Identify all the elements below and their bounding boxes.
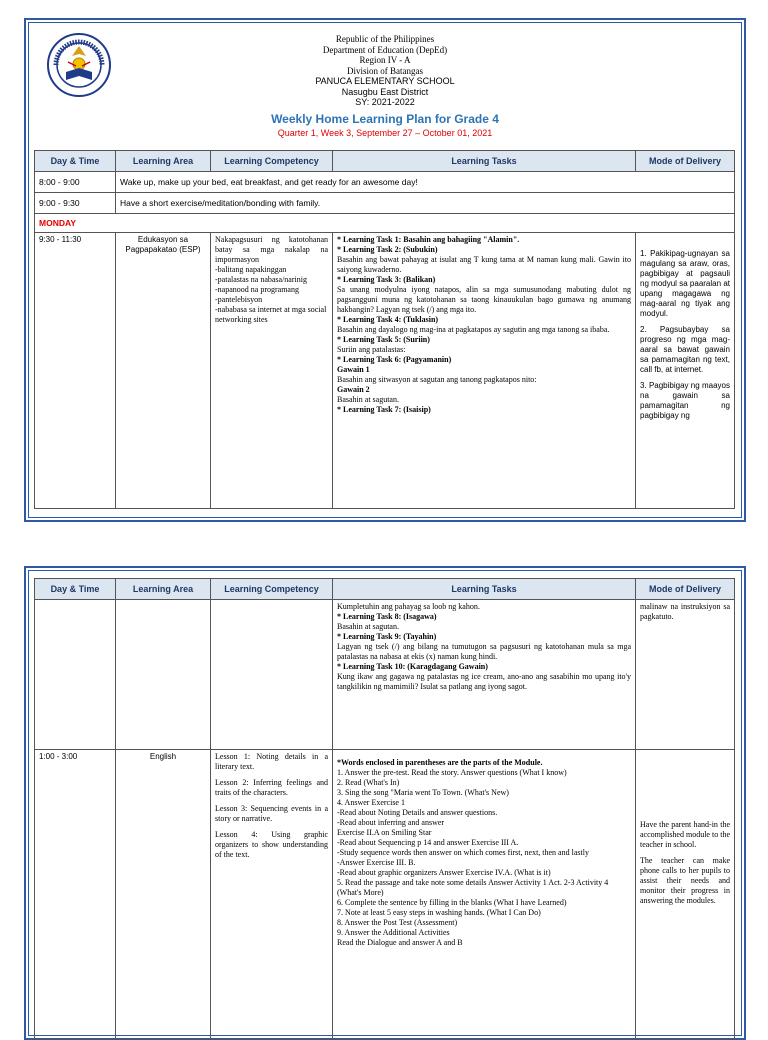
activity-cell: Have a short exercise/meditation/bonding with family. bbox=[116, 193, 735, 214]
mode-text: Have the parent hand-in the accomplished module to the teacher in school. bbox=[640, 820, 730, 849]
task-text: 7. Note at least 5 easy steps in washing hands. (What I Can Do) bbox=[337, 908, 541, 917]
task-text: Kumpletuhin ang pahayag sa loob ng kahon. bbox=[337, 602, 480, 611]
table-header-row bbox=[35, 151, 735, 172]
page-title: Weekly Home Learning Plan for Grade 4 bbox=[271, 111, 499, 126]
task-text: 3. Sing the song "Maria went To Town. (What's New) bbox=[337, 788, 509, 797]
table-row bbox=[35, 172, 735, 193]
column-header: Day & Time bbox=[35, 579, 116, 600]
task-text: 6. Complete the sentence by filling in the blanks (What I have Learned) bbox=[337, 898, 567, 907]
column-header: Learning Tasks bbox=[333, 151, 636, 172]
mode-text: malinaw na instruksiyon sa pagkatuto. bbox=[640, 602, 730, 621]
task-text: Suriin ang patalastas: bbox=[337, 345, 406, 354]
mode-text: The teacher can make phone calls to her pupils to assist their needs and monitor their progress in answering the modules. bbox=[640, 856, 730, 905]
mode-text: 1. Pakikipag-ugnayan sa magulang sa araw, oras, pagbibigay at pagsauli ng modyul sa paaralan at upang magagawa ng mag-aaral ng tiyak ang modyul. bbox=[640, 249, 730, 318]
competency-line: Lesson 3: Sequencing events in a story or narrative. bbox=[215, 804, 328, 823]
time-cell: 9:30 - 11:30 bbox=[35, 233, 116, 509]
competency-line: -nababasa sa internet at mga social networking sites bbox=[215, 305, 327, 324]
task-text: -Read about graphic organizers Answer Exercise IV.A. (What is it) bbox=[337, 868, 551, 877]
learning-area-cell bbox=[116, 600, 211, 750]
table-row bbox=[35, 600, 735, 750]
time-cell: 1:00 - 3:00 bbox=[35, 750, 116, 1040]
task-heading: * Learning Task 2: (Subukin) bbox=[337, 245, 438, 254]
task-heading: * Learning Task 4: (Tuklasin) bbox=[337, 315, 439, 324]
task-text: 9. Answer the Additional Activities bbox=[337, 928, 450, 937]
time-cell: 8:00 - 9:00 bbox=[35, 172, 116, 193]
competency-line: -patalastas na nabasa/narinig bbox=[215, 275, 307, 284]
task-text: Basahin at sagutan. bbox=[337, 395, 399, 404]
task-text: Exercise II.A on Smiling Star bbox=[337, 828, 432, 837]
mode-cell bbox=[636, 750, 735, 1040]
task-text: -Read about Sequencing p 14 and answer Exercise III A. bbox=[337, 838, 519, 847]
task-heading: * Learning Task 10: (Karagdagang Gawain) bbox=[337, 662, 488, 671]
task-text: 1. Answer the pre-test. Read the story. Answer questions (What I know) bbox=[337, 768, 567, 777]
header-district: Nasugbu East District bbox=[341, 86, 429, 97]
competency-line: -pantelebisyon bbox=[215, 295, 263, 304]
mode-cell bbox=[636, 233, 735, 509]
task-text: -Answer Exercise III. B. bbox=[337, 858, 416, 867]
learning-area-cell: Edukasyon sa Pagpapakatao (ESP) bbox=[116, 233, 211, 509]
column-header: Learning Area bbox=[116, 579, 211, 600]
task-text: -Study sequence words then answer on which comes first, next, then and lastly bbox=[337, 848, 589, 857]
task-text: Basahin ang bawat pahayag at isulat ang T kung tama at M naman kung mali. Gawin ito saiyong kuwaderno. bbox=[337, 255, 631, 274]
task-heading: * Learning Task 8: (Isagawa) bbox=[337, 612, 437, 621]
header-department: Department of Education (DepEd) bbox=[322, 44, 448, 55]
competency-cell bbox=[211, 750, 333, 1040]
task-text: Read the Dialogue and answer A and B bbox=[337, 938, 463, 947]
mode-text: 2. Pagsubaybay sa progreso ng mga mag-aaral sa bawat gawain sa pamamagitan ng text, call fb, at internet. bbox=[640, 325, 730, 374]
column-header: Learning Competency bbox=[211, 151, 333, 172]
task-heading: * Learning Task 7: (Isaisip) bbox=[337, 405, 431, 414]
header-division: Division of Batangas bbox=[347, 65, 423, 76]
mode-text: 3. Pagbibigay ng maayos na gawain sa pamamagitan ng pagbibigay ng bbox=[640, 381, 730, 420]
task-text: Kung ikaw ang gagawa ng patalastas ng ice cream, ano-ano ang sasabihin mo upang ito'y tangkilikin ng mamimili? Isulat sa patlang ang iyong sagot. bbox=[337, 672, 631, 691]
header-region: Region IV - A bbox=[359, 55, 411, 65]
learning-plan-table bbox=[34, 578, 735, 1040]
competency-cell bbox=[211, 600, 333, 750]
task-text: 8. Answer the Post Test (Assessment) bbox=[337, 918, 458, 927]
activity-cell: Wake up, make up your bed, eat breakfast, and get ready for an awesome day! bbox=[116, 172, 735, 193]
tasks-cell bbox=[333, 233, 636, 509]
mode-cell bbox=[636, 600, 735, 750]
task-text: Basahin ang sitwasyon at sagutan ang tanong pagkatapos nito: bbox=[337, 375, 537, 384]
competency-line: Lesson 1: Noting details in a literary text. bbox=[215, 752, 328, 771]
table-header-row bbox=[35, 579, 735, 600]
deped-seal-icon bbox=[46, 32, 112, 98]
task-text: Sa unang modyulna iyong natapos, alin sa mga sumusunodang mabuting dulot ng pagsangguni muna ng katotohanan sa taong kinauukulan bago gumawa ng anumang hakbangin? Lagyan ng tsek (/) ang mga ito. bbox=[337, 285, 631, 314]
tasks-cell bbox=[333, 600, 636, 750]
table-row bbox=[35, 233, 735, 509]
task-text: Basahin at sagutan. bbox=[337, 622, 399, 631]
header-republic: Republic of the Philippines bbox=[335, 34, 435, 44]
table-row bbox=[35, 214, 735, 233]
task-text: 4. Answer Exercise 1 bbox=[337, 798, 405, 807]
competency-cell bbox=[211, 233, 333, 509]
document-page-2 bbox=[24, 566, 746, 1040]
time-cell: 9:00 - 9:30 bbox=[35, 193, 116, 214]
column-header: Mode of Delivery bbox=[636, 579, 735, 600]
task-text: 2. Read (What's In) bbox=[337, 778, 400, 787]
learning-area-cell: English bbox=[116, 750, 211, 1040]
column-header: Day & Time bbox=[35, 151, 116, 172]
quarter-subtitle: Quarter 1, Week 3, September 27 – October 01, 2021 bbox=[277, 128, 493, 138]
task-heading: * Learning Task 9: (Tayahin) bbox=[337, 632, 437, 641]
competency-line: -balitang napakinggan bbox=[215, 265, 287, 274]
task-subheading: Gawain 1 bbox=[337, 365, 370, 374]
task-text: Basahin ang dayalogo ng mag-ina at pagkatapos ay sagutin ang mga tanong sa ibaba. bbox=[337, 325, 610, 334]
table-row bbox=[35, 750, 735, 1040]
task-heading: * Learning Task 5: (Suriin) bbox=[337, 335, 430, 344]
task-heading: * Learning Task 6: (Pagyamanin) bbox=[337, 355, 452, 364]
column-header: Learning Competency bbox=[211, 579, 333, 600]
table-row bbox=[35, 193, 735, 214]
document-header bbox=[26, 20, 744, 139]
task-subheading: Gawain 2 bbox=[337, 385, 370, 394]
day-label: MONDAY bbox=[35, 214, 735, 233]
header-sy: SY: 2021-2022 bbox=[355, 97, 415, 107]
column-header: Mode of Delivery bbox=[636, 151, 735, 172]
time-cell bbox=[35, 600, 116, 750]
competency-line: Nakapagsusuri ng katotohanan batay sa mga nakalap na impormasyon bbox=[215, 235, 328, 264]
task-text: Lagyan ng tsek (/) ang bilang na tumutugon sa pagsusuri ng katotohanan mula sa mga patalastas na nabasa at ekis (x) naman kung hindi. bbox=[337, 642, 631, 661]
header-school: PANUCA ELEMENTARY SCHOOL bbox=[315, 76, 455, 86]
task-heading: * Learning Task 1: Basahin ang bahagiing "Alamin". bbox=[337, 235, 520, 244]
task-heading: * Learning Task 3: (Balikan) bbox=[337, 275, 436, 284]
tasks-cell bbox=[333, 750, 636, 1040]
task-heading: *Words enclosed in parentheses are the parts of the Module. bbox=[337, 758, 543, 767]
competency-line: -napanood na programang bbox=[215, 285, 299, 294]
competency-line: Lesson 4: Using graphic organizers to show understanding of the text. bbox=[215, 830, 328, 859]
task-text: 5. Read the passage and take note some details Answer Activity 1 Act. 2-3 Activity 4 (What's More) bbox=[337, 878, 609, 897]
column-header: Learning Tasks bbox=[333, 579, 636, 600]
column-header: Learning Area bbox=[116, 151, 211, 172]
learning-plan-table bbox=[34, 150, 735, 509]
competency-line: Lesson 2: Inferring feelings and traits of the characters. bbox=[215, 778, 328, 797]
task-text: -Read about Noting Details and answer questions. bbox=[337, 808, 498, 817]
task-text: -Read about inferring and answer bbox=[337, 818, 445, 827]
document-page-1 bbox=[24, 18, 746, 522]
